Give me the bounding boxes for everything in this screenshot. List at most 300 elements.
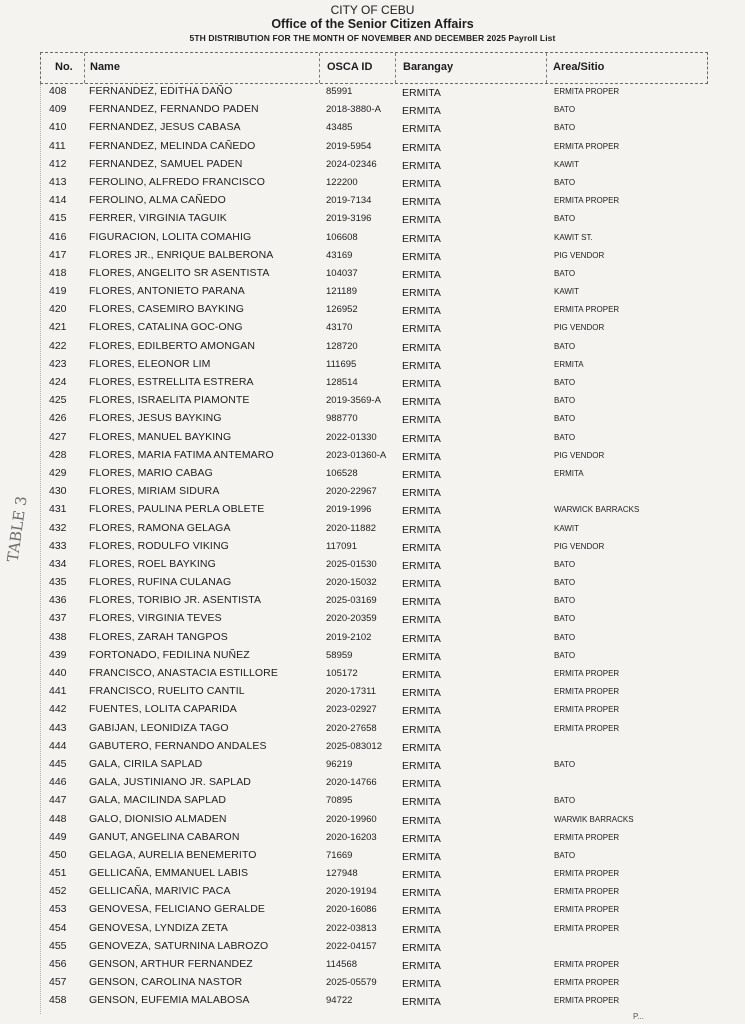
row-name: GALO, DIONISIO ALMADEN [89,812,227,825]
row-name: FLORES, MARIA FATIMA ANTEMARO [89,448,274,461]
row-osca-id: 2019-1996 [326,504,372,516]
row-number: 447 [49,794,67,807]
row-osca-id: 2020-19960 [326,813,377,825]
row-barangay: ERMITA [402,432,441,445]
row-name: FEROLINO, ALFREDO FRANCISCO [89,175,265,188]
table-header [40,52,708,84]
table-row [0,609,745,627]
row-name: FIGURACION, LOLITA COMAHIG [89,230,252,243]
row-barangay: ERMITA [402,632,441,645]
row-number: 444 [49,739,67,752]
row-barangay: ERMITA [402,214,441,227]
table-row [0,955,745,973]
row-barangay: ERMITA [402,960,441,972]
row-barangay: ERMITA [402,141,441,154]
row-barangay: ERMITA [402,159,441,172]
row-osca-id: 2025-05579 [326,977,377,989]
row-number: 422 [49,339,67,352]
row-number: 445 [49,757,67,770]
row-barangay: ERMITA [402,123,441,136]
row-barangay: ERMITA [402,287,441,300]
table-row [0,737,745,755]
row-barangay: ERMITA [402,614,441,627]
row-number: 435 [49,576,67,589]
table-row [0,882,745,900]
table-row [0,755,745,773]
row-barangay: ERMITA [402,232,441,245]
row-name: FLORES, RAMONA GELAGA [89,521,231,534]
column-divider [319,53,320,83]
table-row [0,791,745,809]
header-no: No. [55,61,73,73]
page-footer-mark: P... [633,1012,644,1021]
row-number: 456 [49,958,67,970]
row-name: GENSON, EUFEMIA MALABOSA [89,994,250,1007]
row-barangay: ERMITA [402,177,441,190]
row-name: GABIJAN, LEONIDIZA TAGO [89,721,229,734]
row-number: 449 [49,830,67,843]
row-osca-id: 2020-16086 [326,904,377,916]
row-number: 451 [49,867,67,880]
table-row [0,810,745,828]
row-name: FEROLINO, ALMA CAÑEDO [89,194,226,207]
table-row [0,628,745,646]
row-number: 409 [49,103,67,116]
row-barangay: ERMITA [402,741,441,754]
row-number: 417 [49,248,67,261]
row-area-sitio: ERMITA PROPER [554,87,620,96]
row-name: FERNANDEZ, EDITHA DAÑO [89,85,233,97]
row-area-sitio: BATO [554,578,576,588]
row-osca-id: 85991 [326,86,353,97]
row-name: FLORES, ESTRELLITA ESTRERA [89,376,254,388]
row-osca-id: 2025-083012 [326,740,382,752]
row-osca-id: 2024-02346 [326,158,377,170]
row-area-sitio: BATO [554,123,576,133]
row-barangay: ERMITA [402,105,441,118]
header-barangay: Barangay [403,61,454,73]
row-area-sitio: ERMITA PROPER [554,687,620,697]
row-name: FLORES, CATALINA GOC-ONG [89,321,243,334]
row-barangay: ERMITA [402,341,441,354]
row-barangay: ERMITA [402,378,441,390]
row-osca-id: 2020-19194 [326,886,377,898]
row-osca-id: 2025-03169 [326,595,377,607]
row-barangay: ERMITA [402,323,441,336]
row-number: 419 [49,285,67,298]
row-name: FLORES, ANGELITO SR ASENTISTA [89,266,270,279]
row-name: FERNANDEZ, MELINDA CAÑEDO [89,139,256,152]
row-number: 450 [49,848,67,861]
row-barangay: ERMITA [402,541,441,554]
row-name: FUENTES, LOLITA CAPARIDA [89,703,237,716]
row-name: GANUT, ANGELINA CABARON [89,830,240,843]
row-area-sitio: ERMITA PROPER [554,141,620,151]
table-row [0,573,745,591]
row-barangay: ERMITA [402,250,441,263]
row-number: 448 [49,812,67,825]
row-name: FLORES, ISRAELITA PIAMONTE [89,394,250,407]
table-row [0,173,745,191]
row-osca-id: 2018-3880-A [326,104,381,116]
row-barangay: ERMITA [402,396,441,409]
table-row [0,264,745,282]
row-area-sitio: KAWIT [554,523,580,533]
row-barangay: ERMITA [402,941,441,954]
table-row [0,337,745,355]
row-osca-id: 2019-3569-A [326,395,381,407]
handwritten-table-label: TABLE 3 [3,494,31,564]
row-area-sitio: ERMITA PROPER [554,923,620,933]
row-osca-id: 2025-01530 [326,558,377,570]
row-name: FLORES, PAULINA PERLA OBLETE [89,503,265,516]
column-divider [395,53,396,83]
row-number: 433 [49,539,67,552]
table-row [0,828,745,846]
table-row [0,519,745,537]
row-osca-id: 96219 [326,758,353,770]
row-area-sitio: BATO [554,759,576,769]
row-number: 436 [49,594,67,607]
row-area-sitio: ERMITA PROPER [554,905,620,915]
row-area-sitio: BATO [554,796,576,806]
row-osca-id: 2020-17311 [326,686,377,698]
row-name: GELAGA, AURELIA BENEMERITO [89,848,257,861]
table-row [0,464,745,482]
row-name: FLORES, RODULFO VIKING [89,539,229,552]
table-row [0,373,745,391]
row-number: 457 [49,976,67,989]
column-divider [84,53,85,83]
row-area-sitio: BATO [554,414,576,424]
row-barangay: ERMITA [402,468,441,481]
row-area-sitio: ERMITA PROPER [554,705,620,715]
table-row [0,391,745,409]
row-barangay: ERMITA [402,414,441,427]
table-row [0,664,745,682]
payroll-subtitle: 5TH DISTRIBUTION FOR THE MONTH OF NOVEMBER AND DECEMBER 2025 Payroll List [189,33,556,43]
row-number: 452 [49,885,67,898]
row-number: 425 [49,394,67,407]
row-barangay: ERMITA [402,487,441,500]
table-row [0,118,745,136]
table-row [0,846,745,864]
row-name: FLORES, MANUEL BAYKING [89,430,232,443]
row-name: GENSON, ARTHUR FERNANDEZ [89,958,253,970]
table-row [0,300,745,318]
row-name: GALA, JUSTINIANO JR. SAPLAD [89,776,251,789]
row-osca-id: 2019-5954 [326,140,372,152]
row-osca-id: 2022-04157 [326,940,377,952]
header-osca-id: OSCA ID [327,61,373,73]
row-osca-id: 111695 [326,358,357,370]
row-area-sitio: BATO [554,396,576,406]
row-osca-id: 128514 [326,377,358,388]
row-osca-id: 94722 [326,995,353,1007]
row-area-sitio: ERMITA PROPER [554,832,620,842]
row-area-sitio: ERMITA PROPER [554,305,620,315]
row-name: GENOVESA, LYNDIZA ZETA [89,921,228,934]
row-area-sitio: KAWIT [554,159,580,169]
table-row [0,282,745,300]
row-number: 413 [49,175,67,188]
row-name: FLORES JR., ENRIQUE BALBERONA [89,248,274,261]
table-row [0,991,745,1009]
table-row [0,318,745,336]
row-barangay: ERMITA [402,923,441,936]
row-name: FERNANDEZ, JESUS CABASA [89,121,241,134]
row-barangay: ERMITA [402,596,441,609]
table-row [0,137,745,155]
table-row [0,246,745,264]
row-osca-id: 2023-02927 [326,704,377,716]
row-osca-id: 71669 [326,849,353,861]
row-barangay: ERMITA [402,523,441,536]
row-area-sitio: BATO [554,214,576,224]
table-row [0,209,745,227]
row-name: FLORES, VIRGINIA TEVES [89,612,222,625]
table-row [0,937,745,955]
row-osca-id: 104037 [326,267,358,279]
row-area-sitio: WARWICK BARRACKS [554,505,640,515]
table-row [0,682,745,700]
row-number: 429 [49,466,67,479]
row-area-sitio: ERMITA PROPER [554,723,620,733]
row-barangay: ERMITA [402,814,441,827]
header-name: Name [90,61,120,73]
row-number: 438 [49,630,67,643]
row-osca-id: 2022-01330 [326,431,377,443]
row-area-sitio: ERMITA [554,468,584,478]
row-osca-id: 2020-14766 [326,777,377,789]
row-number: 427 [49,430,67,443]
table-row [0,591,745,609]
row-barangay: ERMITA [402,505,441,518]
row-barangay: ERMITA [402,578,441,591]
row-osca-id: 2023-01360-A [326,449,387,461]
row-osca-id: 128720 [326,340,358,352]
row-area-sitio: PIG VENDOR [554,250,605,260]
row-barangay: ERMITA [402,305,441,318]
row-area-sitio: ERMITA [554,359,584,369]
row-area-sitio: PIG VENDOR [554,450,605,460]
row-osca-id: 126952 [326,304,358,316]
row-number: 424 [49,376,67,388]
row-name: GALA, CIRILA SAPLAD [89,757,203,770]
row-name: FLORES, RUFINA CULANAG [89,576,232,589]
table-row [0,719,745,737]
row-number: 453 [49,903,67,916]
row-barangay: ERMITA [402,669,441,681]
row-area-sitio: KAWIT ST. [554,232,593,242]
row-osca-id: 2020-11882 [326,522,377,534]
row-area-sitio: BATO [554,850,576,860]
row-number: 446 [49,776,67,789]
row-name: FLORES, ROEL BAYKING [89,557,216,570]
row-barangay: ERMITA [402,832,441,845]
row-area-sitio: BATO [554,650,576,660]
table-row [0,446,745,464]
row-name: FERNANDEZ, FERNANDO PADEN [89,103,259,116]
row-name: GENOVEZA, SATURNINA LABROZO [89,939,269,952]
row-barangay: ERMITA [402,359,441,372]
row-area-sitio: PIG VENDOR [554,541,605,551]
table-row [0,973,745,991]
row-barangay: ERMITA [402,796,441,809]
row-barangay: ERMITA [402,450,441,463]
table-row [0,646,745,664]
row-barangay: ERMITA [402,778,441,791]
row-name: FLORES, TORIBIO JR. ASENTISTA [89,594,262,607]
row-osca-id: 2020-22967 [326,486,377,498]
row-area-sitio: BATO [554,105,576,115]
row-area-sitio: BATO [554,596,576,606]
row-barangay: ERMITA [402,268,441,281]
row-name: FORTONADO, FEDILINA NUÑEZ [89,648,250,661]
row-osca-id: 58959 [326,649,353,661]
row-number: 418 [49,266,67,279]
row-area-sitio: BATO [554,559,576,569]
row-area-sitio: BATO [554,268,576,278]
row-osca-id: 70895 [326,795,353,807]
row-area-sitio: ERMITA PROPER [554,996,620,1006]
row-name: FLORES, JESUS BAYKING [89,412,222,425]
row-number: 430 [49,485,67,498]
row-name: GELLICAÑA, MARIVIC PACA [89,885,231,898]
row-name: FLORES, CASEMIRO BAYKING [89,303,245,316]
row-osca-id: 43485 [326,122,353,134]
row-osca-id: 988770 [326,413,358,425]
row-area-sitio: ERMITA PROPER [554,978,620,988]
table-row [0,555,745,573]
row-number: 428 [49,448,67,461]
table-row [0,228,745,246]
row-barangay: ERMITA [402,705,441,718]
row-osca-id: 127948 [326,868,358,880]
row-barangay: ERMITA [402,759,441,772]
row-area-sitio: ERMITA PROPER [554,960,620,969]
row-area-sitio: ERMITA PROPER [554,887,620,897]
row-number: 439 [49,648,67,661]
table-row [0,155,745,173]
row-number: 434 [49,557,67,570]
row-number: 455 [49,939,67,952]
row-area-sitio: WARWIK BARRACKS [554,814,634,824]
row-name: FLORES, MARIO CABAG [89,466,213,479]
row-number: 431 [49,503,67,516]
table-row [0,919,745,937]
row-name: GALA, MACILINDA SAPLAD [89,794,226,807]
row-osca-id: 117091 [326,540,357,552]
row-number: 426 [49,412,67,425]
row-name: FRANCISCO, ANASTACIA ESTILLORE [89,667,278,679]
table-row [0,500,745,518]
row-osca-id: 105172 [326,668,358,679]
row-name: FRANCISCO, RUELITO CANTIL [89,685,245,698]
row-area-sitio: PIG VENDOR [554,323,605,333]
row-name: GABUTERO, FERNANDO ANDALES [89,739,267,752]
row-number: 415 [49,212,67,225]
row-number: 437 [49,612,67,625]
table-row [0,700,745,718]
row-barangay: ERMITA [402,87,441,99]
table-row [0,355,745,373]
table-row [0,428,745,446]
row-osca-id: 2020-15032 [326,577,377,589]
row-area-sitio: BATO [554,614,576,624]
table-row [0,100,745,118]
row-number: 408 [49,85,67,97]
row-number: 410 [49,121,67,134]
row-barangay: ERMITA [402,887,441,900]
row-area-sitio: BATO [554,177,576,187]
row-osca-id: 2019-7134 [326,195,372,207]
table-row [0,409,745,427]
row-area-sitio: BATO [554,632,576,642]
row-area-sitio: KAWIT [554,287,580,297]
row-osca-id: 106528 [326,467,358,479]
row-name: FLORES, ZARAH TANGPOS [89,630,228,643]
row-name: GELLICAÑA, EMMANUEL LABIS [89,867,249,880]
row-osca-id: 2020-27658 [326,722,377,734]
row-area-sitio: BATO [554,341,576,351]
row-osca-id: 121189 [326,286,357,298]
row-osca-id: 2019-2102 [326,631,372,643]
row-number: 412 [49,157,67,170]
table-row [0,900,745,918]
row-osca-id: 122200 [326,176,358,188]
office-title: Office of the Senior Citizen Affairs [271,17,474,31]
row-number: 442 [49,703,67,716]
row-osca-id: 43170 [326,322,353,334]
row-barangay: ERMITA [402,869,441,882]
row-number: 423 [49,357,67,370]
table-row [0,773,745,791]
row-name: FERNANDEZ, SAMUEL PADEN [89,157,243,170]
row-osca-id: 2020-16203 [326,831,377,843]
row-name: FLORES, EDILBERTO AMONGAN [89,339,256,352]
payroll-table-body [0,82,745,1010]
table-row [0,537,745,555]
row-osca-id: 2019-3196 [326,213,372,225]
row-area-sitio: BATO [554,378,576,387]
city-title: CITY OF CEBU [330,3,415,17]
row-name: FERRER, VIRGINIA TAGUIK [89,212,227,225]
row-osca-id: 2020-20359 [326,613,377,625]
row-barangay: ERMITA [402,559,441,572]
row-barangay: ERMITA [402,723,441,736]
row-number: 441 [49,685,67,698]
table-row [0,864,745,882]
row-number: 414 [49,194,67,207]
row-number: 411 [49,139,66,152]
table-row [0,82,745,100]
row-area-sitio: BATO [554,432,576,442]
row-name: FLORES, MIRIAM SIDURA [89,485,220,498]
row-number: 440 [49,667,67,679]
row-number: 421 [49,321,67,334]
row-area-sitio: ERMITA PROPER [554,869,620,879]
row-osca-id: 43169 [326,249,353,261]
row-osca-id: 114568 [326,959,357,970]
table-row [0,191,745,209]
table-row [0,482,745,500]
row-number: 443 [49,721,67,734]
row-osca-id: 2022-03813 [326,922,377,934]
row-barangay: ERMITA [402,978,441,991]
row-number: 432 [49,521,67,534]
row-barangay: ERMITA [402,850,441,863]
